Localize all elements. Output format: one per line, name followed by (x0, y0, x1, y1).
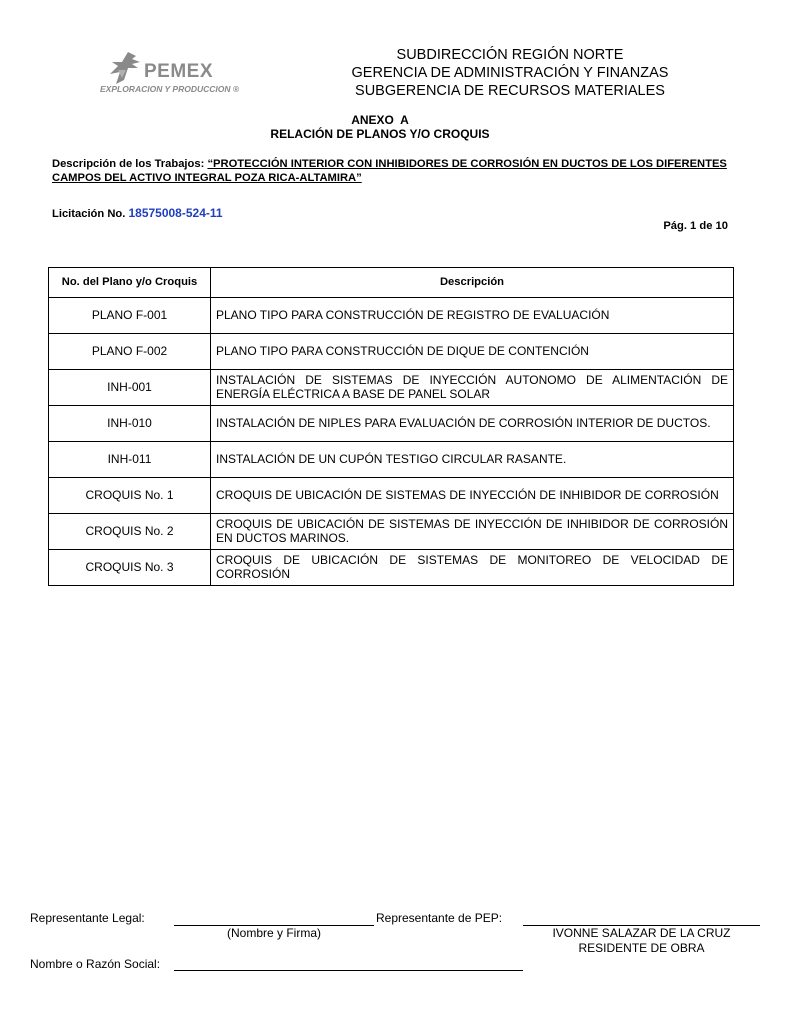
legal-representative-label: Representante Legal: (30, 911, 145, 925)
plan-id-cell: INH-001 (49, 370, 211, 406)
table-row (49, 298, 734, 334)
company-name-label: Nombre o Razón Social: (30, 957, 161, 971)
description-label: Descripción de los Trabajos: (52, 158, 205, 170)
licitacion (52, 206, 223, 220)
plan-id-cell: INH-010 (49, 406, 211, 442)
header-line-2: GERENCIA DE ADMINISTRACIÓN Y FINANZAS (351, 65, 669, 81)
annex-title: ANEXO A (351, 113, 409, 127)
plan-description-cell: INSTALACIÓN DE SISTEMAS DE INYECCIÓN AUTONOMO DE ALIMENTACIÓN DE ENERGÍA ELÉCTRICA A BASE DE PANEL SOLAR (211, 370, 734, 406)
table-header-row (49, 268, 734, 298)
plan-id-cell: CROQUIS No. 2 (49, 514, 211, 550)
table-row (49, 514, 734, 550)
plan-description-cell: PLANO TIPO PARA CONSTRUCCIÓN DE DIQUE DE CONTENCIÓN (211, 334, 734, 370)
work-description (52, 158, 729, 185)
description-value: “PROTECCIÓN INTERIOR CON INHIBIDORES DE CORROSIÓN EN DUCTOS DE LOS DIFERENTES CAMPOS DEL ACTIVO INTEGRAL POZA RICA-ALTAMIRA” (52, 158, 727, 184)
annex-title-block (250, 113, 510, 141)
table-row (49, 406, 734, 442)
plan-description-cell: CROQUIS DE UBICACIÓN DE SISTEMAS DE INYECCIÓN DE INHIBIDOR DE CORROSIÓN EN DUCTOS MARINOS. (211, 514, 734, 550)
plan-id-cell: PLANO F-002 (49, 334, 211, 370)
column-header-description: Descripción (211, 268, 734, 298)
licitacion-number: 18575008-524-11 (128, 206, 223, 220)
plan-description-cell: CROQUIS DE UBICACIÓN DE SISTEMAS DE INYECCIÓN DE INHIBIDOR DE CORROSIÓN (211, 478, 734, 514)
licitacion-label: Licitación No. (52, 208, 126, 220)
table-row (49, 550, 734, 586)
pep-representative-role: RESIDENTE DE OBRA (578, 941, 705, 955)
table-row (49, 478, 734, 514)
pemex-eagle-icon (102, 50, 146, 86)
name-and-signature-label: (Nombre y Firma) (226, 926, 321, 940)
column-header-plan-number: No. del Plano y/o Croquis (49, 268, 211, 298)
plan-id-cell: CROQUIS No. 1 (49, 478, 211, 514)
table-row (49, 334, 734, 370)
table-row (49, 370, 734, 406)
company-name-line (174, 970, 523, 971)
plan-description-cell: CROQUIS DE UBICACIÓN DE SISTEMAS DE MONITOREO DE VELOCIDAD DE CORROSIÓN (211, 550, 734, 586)
plan-id-cell: INH-011 (49, 442, 211, 478)
plan-description-cell: PLANO TIPO PARA CONSTRUCCIÓN DE REGISTRO DE EVALUACIÓN (211, 298, 734, 334)
plan-description-cell: INSTALACIÓN DE UN CUPÓN TESTIGO CIRCULAR RASANTE. (211, 442, 734, 478)
plan-id-cell: CROQUIS No. 3 (49, 550, 211, 586)
header-line-3: SUBGERENCIA DE RECURSOS MATERIALES (355, 83, 665, 99)
pep-representative-label: Representante de PEP: (376, 911, 503, 925)
logo-wordmark: PEMEX (144, 61, 214, 82)
document-header (315, 46, 705, 100)
page-number: Pág. 1 de 10 (663, 220, 728, 232)
plans-table (48, 267, 734, 586)
plan-description-cell: INSTALACIÓN DE NIPLES PARA EVALUACIÓN DE CORROSIÓN INTERIOR DE DUCTOS. (211, 406, 734, 442)
pemex-logo (100, 48, 240, 100)
annex-subtitle: RELACIÓN DE PLANOS Y/O CROQUIS (270, 127, 490, 141)
table-row (49, 442, 734, 478)
plan-id-cell: PLANO F-001 (49, 298, 211, 334)
pep-representative-name: IVONNE SALAZAR DE LA CRUZ (552, 926, 731, 940)
logo-subtitle: EXPLORACION Y PRODUCCION ® (100, 84, 240, 94)
header-line-1: SUBDIRECCIÓN REGIÓN NORTE (396, 47, 624, 63)
